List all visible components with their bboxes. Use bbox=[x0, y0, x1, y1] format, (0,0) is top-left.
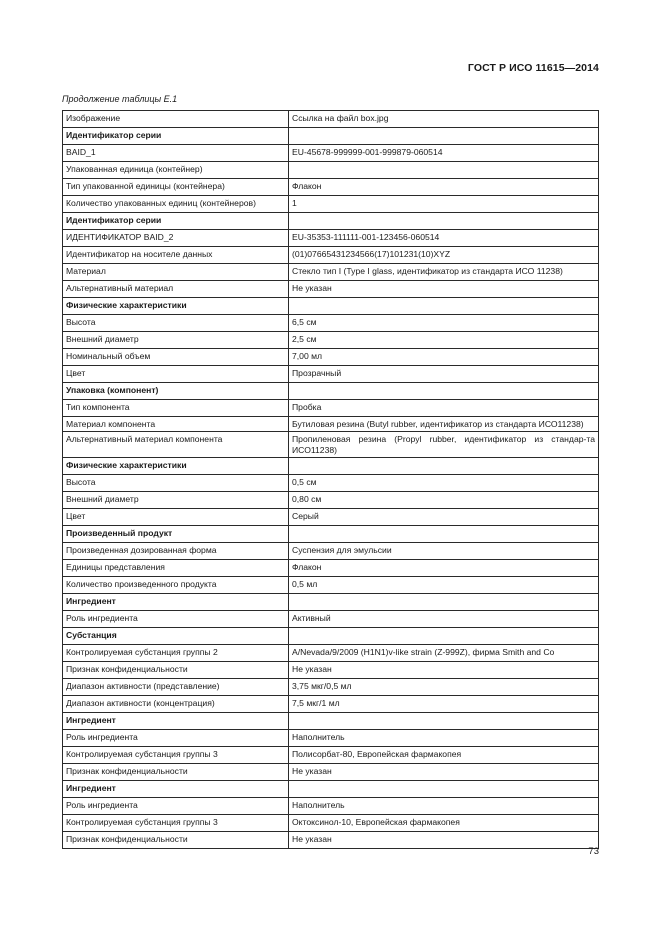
row-value: Бутиловая резина (Butyl rubber, идентификатор из стандарта ИСО11238) bbox=[289, 417, 599, 432]
section-heading: Физические характеристики bbox=[63, 458, 289, 475]
row-label: Количество упакованных единиц (контейнеров) bbox=[63, 196, 289, 213]
row-value: 0,80 см bbox=[289, 492, 599, 509]
row-label: Количество произведенного продукта bbox=[63, 577, 289, 594]
row-value: Флакон bbox=[289, 179, 599, 196]
row-value: 0,5 мл bbox=[289, 577, 599, 594]
row-value: Суспензия для эмульсии bbox=[289, 543, 599, 560]
row-label: Контролируемая субстанция группы 3 bbox=[63, 815, 289, 832]
table-section-row bbox=[63, 213, 599, 230]
row-value: Не указан bbox=[289, 832, 599, 849]
table-row bbox=[63, 179, 599, 196]
row-value: Не указан bbox=[289, 662, 599, 679]
row-value bbox=[289, 526, 599, 543]
table-section-row bbox=[63, 128, 599, 145]
row-value bbox=[289, 383, 599, 400]
row-label: Диапазон активности (концентрация) bbox=[63, 696, 289, 713]
row-value: EU-45678-999999-001-999879-060514 bbox=[289, 145, 599, 162]
row-value: 7,00 мл bbox=[289, 349, 599, 366]
row-value: Серый bbox=[289, 509, 599, 526]
row-value: 0,5 см bbox=[289, 475, 599, 492]
row-value: 1 bbox=[289, 196, 599, 213]
row-value bbox=[289, 213, 599, 230]
row-label: Упакованная единица (контейнер) bbox=[63, 162, 289, 179]
table-section-row bbox=[63, 781, 599, 798]
row-value bbox=[289, 162, 599, 179]
section-heading: Ингредиент bbox=[63, 594, 289, 611]
spec-table bbox=[62, 110, 599, 849]
row-value: A/Nevada/9/2009 (H1N1)v-like strain (Z-999Z), фирма Smith and Co bbox=[289, 645, 599, 662]
table-row bbox=[63, 764, 599, 781]
row-value: Активный bbox=[289, 611, 599, 628]
row-label: Контролируемая субстанция группы 2 bbox=[63, 645, 289, 662]
table-row bbox=[63, 281, 599, 298]
table-row bbox=[63, 832, 599, 849]
row-value: 6,5 см bbox=[289, 315, 599, 332]
row-value: EU-35353-111111-001-123456-060514 bbox=[289, 230, 599, 247]
row-value bbox=[289, 594, 599, 611]
row-label: Цвет bbox=[63, 509, 289, 526]
table-section-row bbox=[63, 713, 599, 730]
table-row bbox=[63, 679, 599, 696]
table-row bbox=[63, 696, 599, 713]
table-row bbox=[63, 543, 599, 560]
row-value bbox=[289, 298, 599, 315]
table-row bbox=[63, 162, 599, 179]
table-row bbox=[63, 662, 599, 679]
row-label: Роль ингредиента bbox=[63, 798, 289, 815]
row-label: Диапазон активности (представление) bbox=[63, 679, 289, 696]
row-label: Цвет bbox=[63, 366, 289, 383]
row-label: Высота bbox=[63, 315, 289, 332]
table-section-row bbox=[63, 526, 599, 543]
page-number: 73 bbox=[588, 846, 599, 857]
table-row bbox=[63, 645, 599, 662]
table-row bbox=[63, 230, 599, 247]
row-value: Не указан bbox=[289, 281, 599, 298]
section-heading: Субстанция bbox=[63, 628, 289, 645]
row-label: Роль ингредиента bbox=[63, 611, 289, 628]
row-value: Прозрачный bbox=[289, 366, 599, 383]
table-row bbox=[63, 349, 599, 366]
table-row bbox=[63, 560, 599, 577]
table-row bbox=[63, 400, 599, 417]
section-heading: Физические характеристики bbox=[63, 298, 289, 315]
row-value: Флакон bbox=[289, 560, 599, 577]
table-row bbox=[63, 492, 599, 509]
row-value: Пропиленовая резина (Propyl rubber, идентификатор из стандар-та ИСО11238) bbox=[289, 432, 599, 458]
table-section-row bbox=[63, 298, 599, 315]
table-row bbox=[63, 611, 599, 628]
document-header: ГОСТ Р ИСО 11615—2014 bbox=[467, 62, 599, 74]
table-row bbox=[63, 730, 599, 747]
row-value: Стекло тип I (Type I glass, идентификатор из стандарта ИСО 11238) bbox=[289, 264, 599, 281]
table-section-row bbox=[63, 458, 599, 475]
table-row bbox=[63, 145, 599, 162]
table-row bbox=[63, 111, 599, 128]
table-section-row bbox=[63, 628, 599, 645]
section-heading: Ингредиент bbox=[63, 713, 289, 730]
row-value bbox=[289, 781, 599, 798]
section-heading: Идентификатор серии bbox=[63, 128, 289, 145]
row-value: 7,5 мкг/1 мл bbox=[289, 696, 599, 713]
row-value bbox=[289, 713, 599, 730]
table-row bbox=[63, 432, 599, 458]
row-label: Номинальный объем bbox=[63, 349, 289, 366]
row-label: Внешний диаметр bbox=[63, 492, 289, 509]
table-row bbox=[63, 196, 599, 213]
row-label: Внешний диаметр bbox=[63, 332, 289, 349]
section-heading: Ингредиент bbox=[63, 781, 289, 798]
row-value: (01)07665431234566(17)101231(10)XYZ bbox=[289, 247, 599, 264]
table-row bbox=[63, 264, 599, 281]
row-label: Альтернативный материал компонента bbox=[63, 432, 289, 458]
section-heading: Идентификатор серии bbox=[63, 213, 289, 230]
table-row bbox=[63, 475, 599, 492]
table-row bbox=[63, 366, 599, 383]
row-value: Октоксинол-10, Европейская фармакопея bbox=[289, 815, 599, 832]
table-section-row bbox=[63, 594, 599, 611]
table-row bbox=[63, 815, 599, 832]
row-value: 3,75 мкг/0,5 мл bbox=[289, 679, 599, 696]
row-label: Материал компонента bbox=[63, 417, 289, 432]
table-row bbox=[63, 247, 599, 264]
table-row bbox=[63, 798, 599, 815]
table-caption: Продолжение таблицы Е.1 bbox=[62, 94, 178, 104]
row-label: Единицы представления bbox=[63, 560, 289, 577]
row-label: Произведенная дозированная форма bbox=[63, 543, 289, 560]
section-heading: Произведенный продукт bbox=[63, 526, 289, 543]
table-row bbox=[63, 332, 599, 349]
table-row bbox=[63, 417, 599, 432]
row-label: Роль ингредиента bbox=[63, 730, 289, 747]
table-row bbox=[63, 509, 599, 526]
row-label: Признак конфиденциальности bbox=[63, 832, 289, 849]
row-label: Контролируемая субстанция группы 3 bbox=[63, 747, 289, 764]
table-section-row bbox=[63, 383, 599, 400]
row-label: Тип упакованной единицы (контейнера) bbox=[63, 179, 289, 196]
row-label: Высота bbox=[63, 475, 289, 492]
row-value: Полисорбат-80, Европейская фармакопея bbox=[289, 747, 599, 764]
row-value: Не указан bbox=[289, 764, 599, 781]
row-label: Идентификатор на носителе данных bbox=[63, 247, 289, 264]
row-value: Ссылка на файл box.jpg bbox=[289, 111, 599, 128]
row-label: BAID_1 bbox=[63, 145, 289, 162]
row-label: ИДЕНТИФИКАТОР BAID_2 bbox=[63, 230, 289, 247]
row-value bbox=[289, 628, 599, 645]
row-label: Признак конфиденциальности bbox=[63, 764, 289, 781]
section-heading: Упаковка (компонент) bbox=[63, 383, 289, 400]
row-label: Изображение bbox=[63, 111, 289, 128]
row-value bbox=[289, 458, 599, 475]
row-value bbox=[289, 128, 599, 145]
row-label: Материал bbox=[63, 264, 289, 281]
row-label: Тип компонента bbox=[63, 400, 289, 417]
row-value: 2,5 см bbox=[289, 332, 599, 349]
row-value: Наполнитель bbox=[289, 798, 599, 815]
spec-table-body bbox=[63, 111, 599, 849]
table-row bbox=[63, 315, 599, 332]
row-label: Альтернативный материал bbox=[63, 281, 289, 298]
row-label: Признак конфиденциальности bbox=[63, 662, 289, 679]
row-value: Пробка bbox=[289, 400, 599, 417]
table-row bbox=[63, 747, 599, 764]
row-value: Наполнитель bbox=[289, 730, 599, 747]
table-row bbox=[63, 577, 599, 594]
